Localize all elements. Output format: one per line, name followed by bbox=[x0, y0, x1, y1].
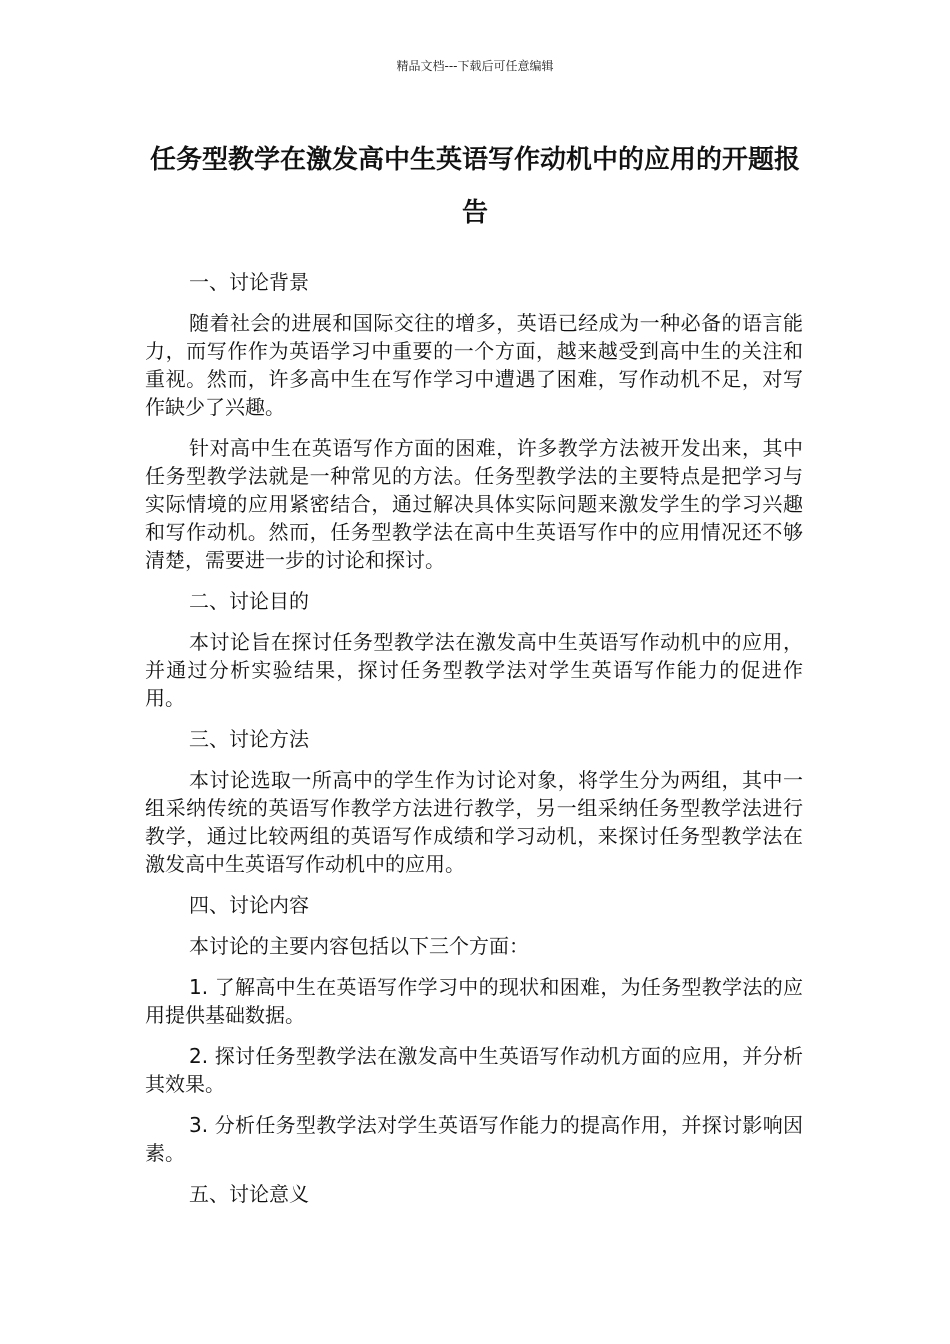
paragraph: 本讨论的主要内容包括以下三个方面： bbox=[189, 934, 529, 958]
list-item: 3. 分析任务型教学法对学生英语写作能力的提高作用，并探讨影响因素。 bbox=[145, 1113, 803, 1165]
section-heading-content: 四、讨论内容 bbox=[189, 893, 309, 917]
section-heading-purpose: 二、讨论目的 bbox=[189, 589, 309, 613]
paragraph: 本讨论旨在探讨任务型教学法在激发高中生英语写作动机中的应用，并通过分析实验结果，探讨任务型教学法对学生英语写作能力的促进作用。 bbox=[145, 630, 803, 710]
paragraph: 随着社会的进展和国际交往的增多，英语已经成为一种必备的语言能力，而写作作为英语学习中重要的一个方面，越来越受到高中生的关注和重视。然而，许多高中生在写作学习中遭遇了困难，写作动机不足，对写作缺少了兴趣。 bbox=[145, 311, 803, 419]
header-note: 精品文档---下载后可任意编辑 bbox=[396, 59, 554, 73]
paragraph: 本讨论选取一所高中的学生作为讨论对象，将学生分为两组，其中一组采纳传统的英语写作教学方法进行教学，另一组采纳任务型教学法进行教学，通过比较两组的英语写作成绩和学习动机，来探讨任务型教学法在激发高中生英语写作动机中的应用。 bbox=[145, 768, 803, 876]
list-item: 1. 了解高中生在英语写作学习中的现状和困难，为任务型教学法的应用提供基础数据。 bbox=[145, 975, 803, 1027]
section-heading-background: 一、讨论背景 bbox=[189, 270, 309, 294]
paragraph: 针对高中生在英语写作方面的困难，许多教学方法被开发出来，其中任务型教学法就是一种常见的方法。任务型教学法的主要特点是把学习与实际情境的应用紧密结合，通过解决具体实际问题来激发学生的学习兴趣和写作动机。然而，任务型教学法在高中生英语写作中的应用情况还不够清楚，需要进一步的讨论和探讨。 bbox=[145, 436, 803, 572]
section-heading-method: 三、讨论方法 bbox=[189, 727, 309, 751]
document-title: 任务型教学在激发高中生英语写作动机中的应用的开题报告 bbox=[149, 145, 800, 228]
document-body bbox=[145, 268, 803, 1221]
list-item: 2. 探讨任务型教学法在激发高中生英语写作动机方面的应用，并分析其效果。 bbox=[145, 1044, 803, 1096]
section-heading-significance: 五、讨论意义 bbox=[189, 1182, 309, 1206]
